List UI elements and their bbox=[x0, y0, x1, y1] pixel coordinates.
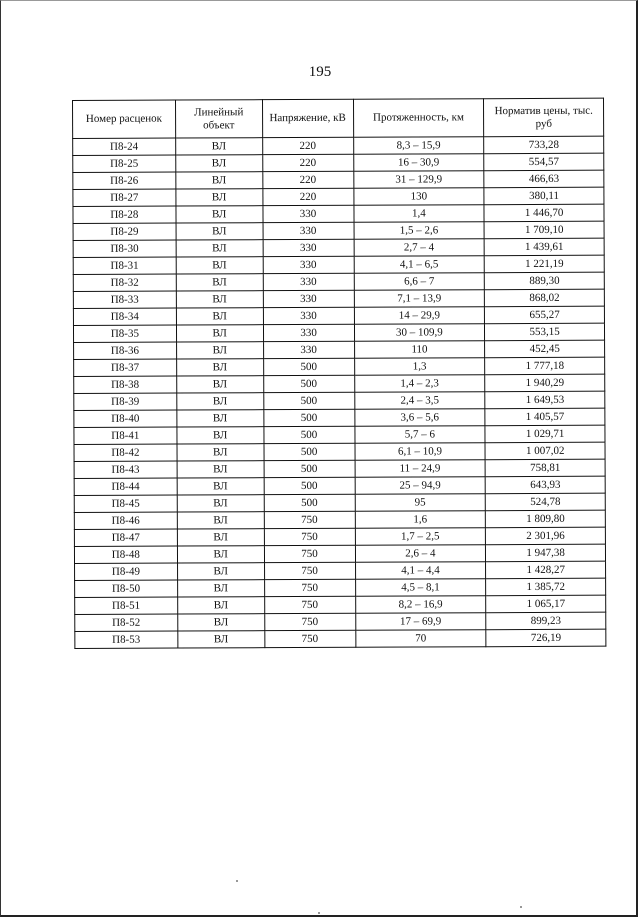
cell-line-object: ВЛ bbox=[177, 495, 264, 512]
cell-line-object: ВЛ bbox=[177, 444, 264, 461]
cell-rate-number: П8-30 bbox=[73, 240, 176, 257]
cell-price-norm: 1 221,19 bbox=[484, 255, 604, 273]
table-row bbox=[73, 204, 604, 223]
cell-voltage: 750 bbox=[264, 562, 355, 579]
cell-line-object: ВЛ bbox=[177, 563, 264, 580]
cell-price-norm: 1 649,53 bbox=[485, 391, 605, 409]
table-row bbox=[75, 578, 606, 597]
cell-price-norm: 554,57 bbox=[484, 153, 604, 171]
cell-voltage: 750 bbox=[264, 630, 355, 647]
cell-length: 11 – 24,9 bbox=[355, 460, 486, 478]
table-row bbox=[73, 255, 604, 274]
cell-rate-number: П8-31 bbox=[73, 257, 176, 274]
table-row bbox=[74, 391, 605, 410]
cell-rate-number: П8-33 bbox=[73, 291, 176, 308]
cell-rate-number: П8-45 bbox=[74, 495, 177, 512]
scan-speck bbox=[318, 912, 320, 914]
cell-price-norm: 726,19 bbox=[486, 629, 606, 647]
cell-line-object: ВЛ bbox=[177, 580, 264, 597]
cell-voltage: 500 bbox=[264, 443, 355, 460]
cell-line-object: ВЛ bbox=[176, 206, 263, 223]
cell-rate-number: П8-53 bbox=[75, 631, 178, 648]
cell-rate-number: П8-46 bbox=[74, 512, 177, 529]
cell-price-norm: 899,23 bbox=[486, 612, 606, 630]
table-row bbox=[74, 544, 605, 563]
scan-speck bbox=[236, 880, 238, 882]
cell-length: 2,6 – 4 bbox=[355, 545, 486, 563]
cell-line-object: ВЛ bbox=[176, 308, 263, 325]
cell-voltage: 220 bbox=[262, 171, 353, 188]
cell-line-object: ВЛ bbox=[177, 512, 264, 529]
table-body bbox=[73, 136, 606, 648]
cell-voltage: 220 bbox=[262, 137, 353, 154]
cell-price-norm: 758,81 bbox=[485, 459, 605, 477]
cell-line-object: ВЛ bbox=[178, 631, 265, 648]
cell-line-object: ВЛ bbox=[175, 138, 262, 155]
table-row bbox=[75, 595, 606, 614]
cell-rate-number: П8-28 bbox=[73, 206, 176, 223]
cell-rate-number: П8-39 bbox=[74, 393, 177, 410]
cell-line-object: ВЛ bbox=[177, 529, 264, 546]
cell-voltage: 500 bbox=[263, 375, 354, 392]
cell-length: 1,7 – 2,5 bbox=[355, 528, 486, 546]
cell-rate-number: П8-26 bbox=[73, 172, 176, 189]
cell-voltage: 750 bbox=[264, 528, 355, 545]
header-price-norm: Норматив цены, тыс. руб bbox=[484, 98, 604, 137]
cell-line-object: ВЛ bbox=[176, 291, 263, 308]
cell-length: 31 – 129,9 bbox=[353, 171, 484, 189]
cell-length: 5,7 – 6 bbox=[354, 426, 485, 444]
cell-length: 17 – 69,9 bbox=[355, 613, 486, 631]
cell-price-norm: 1 947,38 bbox=[486, 544, 606, 562]
header-rate-number: Номер расценок bbox=[73, 100, 176, 138]
cell-voltage: 500 bbox=[263, 392, 354, 409]
cell-voltage: 220 bbox=[262, 188, 353, 205]
cell-price-norm: 1 777,18 bbox=[485, 357, 605, 375]
cell-price-norm: 1 709,10 bbox=[484, 221, 604, 239]
cell-rate-number: П8-48 bbox=[74, 546, 177, 563]
table-row bbox=[74, 408, 605, 427]
cell-length: 1,3 bbox=[354, 358, 485, 376]
cell-rate-number: П8-36 bbox=[74, 342, 177, 359]
cell-length: 16 – 30,9 bbox=[353, 154, 484, 172]
cell-voltage: 330 bbox=[263, 307, 354, 324]
cell-length: 95 bbox=[355, 494, 486, 512]
table-row bbox=[74, 510, 605, 529]
header-voltage: Напряжение, кВ bbox=[262, 99, 353, 137]
cell-price-norm: 553,15 bbox=[485, 323, 605, 341]
cell-price-norm: 380,11 bbox=[484, 187, 604, 205]
cell-length: 8,3 – 15,9 bbox=[353, 137, 484, 155]
cell-length: 1,5 – 2,6 bbox=[354, 222, 485, 240]
cell-line-object: ВЛ bbox=[177, 461, 264, 478]
cell-line-object: ВЛ bbox=[176, 376, 263, 393]
cell-voltage: 750 bbox=[264, 596, 355, 613]
table-row bbox=[74, 442, 605, 461]
cell-price-norm: 655,27 bbox=[485, 306, 605, 324]
cell-rate-number: П8-40 bbox=[74, 410, 177, 427]
cell-rate-number: П8-42 bbox=[74, 444, 177, 461]
cell-price-norm: 2 301,96 bbox=[486, 527, 606, 545]
cell-line-object: ВЛ bbox=[177, 478, 264, 495]
cell-price-norm: 1 446,70 bbox=[484, 204, 604, 222]
cell-line-object: ВЛ bbox=[177, 427, 264, 444]
table-header-row bbox=[73, 98, 604, 138]
cell-rate-number: П8-43 bbox=[74, 461, 177, 478]
cell-line-object: ВЛ bbox=[176, 325, 263, 342]
cell-line-object: ВЛ bbox=[177, 614, 264, 631]
cell-line-object: ВЛ bbox=[176, 359, 263, 376]
cell-price-norm: 643,93 bbox=[485, 476, 605, 494]
cell-voltage: 330 bbox=[263, 324, 354, 341]
cell-price-norm: 1 065,17 bbox=[486, 595, 606, 613]
cell-line-object: ВЛ bbox=[177, 410, 264, 427]
cell-price-norm: 1 007,02 bbox=[485, 442, 605, 460]
cell-voltage: 500 bbox=[263, 358, 354, 375]
cell-line-object: ВЛ bbox=[176, 172, 263, 189]
cell-voltage: 500 bbox=[264, 477, 355, 494]
cell-voltage: 500 bbox=[264, 460, 355, 477]
cell-price-norm: 1 439,61 bbox=[484, 238, 604, 256]
cell-rate-number: П8-35 bbox=[73, 325, 176, 342]
cell-price-norm: 868,02 bbox=[485, 289, 605, 307]
cell-length: 110 bbox=[354, 341, 485, 359]
cell-voltage: 330 bbox=[263, 205, 354, 222]
table-row bbox=[74, 374, 605, 393]
cell-voltage: 750 bbox=[264, 613, 355, 630]
cell-line-object: ВЛ bbox=[176, 274, 263, 291]
table-row bbox=[73, 238, 604, 257]
cell-price-norm: 1 405,57 bbox=[485, 408, 605, 426]
cell-line-object: ВЛ bbox=[176, 223, 263, 240]
cell-price-norm: 452,45 bbox=[485, 340, 605, 358]
cell-length: 70 bbox=[355, 630, 486, 648]
cell-voltage: 330 bbox=[263, 341, 354, 358]
table-row bbox=[74, 527, 605, 546]
cell-line-object: ВЛ bbox=[176, 240, 263, 257]
cell-price-norm: 524,78 bbox=[486, 493, 606, 511]
cell-length: 2,4 – 3,5 bbox=[354, 392, 485, 410]
cell-voltage: 220 bbox=[262, 154, 353, 171]
cell-rate-number: П8-29 bbox=[73, 223, 176, 240]
cell-line-object: ВЛ bbox=[177, 597, 264, 614]
cell-line-object: ВЛ bbox=[177, 546, 264, 563]
cell-rate-number: П8-49 bbox=[75, 563, 178, 580]
cell-length: 8,2 – 16,9 bbox=[355, 596, 486, 614]
header-line-object: Линейный объект bbox=[175, 100, 262, 138]
cell-price-norm: 733,28 bbox=[484, 136, 604, 154]
table-row bbox=[74, 425, 605, 444]
table-row bbox=[74, 357, 605, 376]
cell-voltage: 330 bbox=[263, 273, 354, 290]
cell-rate-number: П8-32 bbox=[73, 274, 176, 291]
cell-voltage: 500 bbox=[263, 409, 354, 426]
cell-line-object: ВЛ bbox=[176, 342, 263, 359]
cell-length: 6,6 – 7 bbox=[354, 273, 485, 291]
cell-rate-number: П8-52 bbox=[75, 614, 178, 631]
cell-voltage: 330 bbox=[263, 256, 354, 273]
cell-rate-number: П8-47 bbox=[74, 529, 177, 546]
cell-voltage: 750 bbox=[264, 545, 355, 562]
cell-voltage: 750 bbox=[264, 511, 355, 528]
cell-rate-number: П8-27 bbox=[73, 189, 176, 206]
cell-length: 4,5 – 8,1 bbox=[355, 579, 486, 597]
cell-length: 130 bbox=[353, 188, 484, 206]
cell-price-norm: 466,63 bbox=[484, 170, 604, 188]
cell-rate-number: П8-25 bbox=[73, 155, 176, 172]
cell-price-norm: 1 428,27 bbox=[486, 561, 606, 579]
cell-length: 6,1 – 10,9 bbox=[355, 443, 486, 461]
cell-voltage: 500 bbox=[264, 426, 355, 443]
cell-price-norm: 889,30 bbox=[485, 272, 605, 290]
cell-length: 1,6 bbox=[355, 511, 486, 529]
cell-price-norm: 1 029,71 bbox=[485, 425, 605, 443]
cell-voltage: 330 bbox=[263, 239, 354, 256]
cell-price-norm: 1 940,29 bbox=[485, 374, 605, 392]
cell-rate-number: П8-24 bbox=[73, 138, 176, 155]
cell-rate-number: П8-37 bbox=[74, 359, 177, 376]
cell-length: 7,1 – 13,9 bbox=[354, 290, 485, 308]
cell-length: 14 – 29,9 bbox=[354, 307, 485, 325]
cell-length: 3,6 – 5,6 bbox=[354, 409, 485, 427]
cell-voltage: 330 bbox=[263, 222, 354, 239]
cell-length: 1,4 bbox=[353, 205, 484, 223]
table-row bbox=[75, 561, 606, 580]
table-row bbox=[73, 221, 604, 240]
cell-voltage: 330 bbox=[263, 290, 354, 307]
cell-length: 4,1 – 6,5 bbox=[354, 256, 485, 274]
cell-length: 4,1 – 4,4 bbox=[355, 562, 486, 580]
cell-line-object: ВЛ bbox=[175, 155, 262, 172]
cell-line-object: ВЛ bbox=[176, 189, 263, 206]
cell-price-norm: 1 385,72 bbox=[486, 578, 606, 596]
cell-price-norm: 1 809,80 bbox=[486, 510, 606, 528]
cell-rate-number: П8-34 bbox=[73, 308, 176, 325]
cell-rate-number: П8-44 bbox=[74, 478, 177, 495]
rates-table bbox=[72, 98, 606, 649]
cell-length: 2,7 – 4 bbox=[354, 239, 485, 257]
cell-voltage: 500 bbox=[264, 494, 355, 511]
cell-line-object: ВЛ bbox=[177, 393, 264, 410]
cell-rate-number: П8-51 bbox=[75, 597, 178, 614]
cell-rate-number: П8-50 bbox=[75, 580, 178, 597]
cell-line-object: ВЛ bbox=[176, 257, 263, 274]
cell-rate-number: П8-38 bbox=[74, 376, 177, 393]
header-length: Протяженность, км bbox=[353, 99, 484, 138]
cell-length: 25 – 94,9 bbox=[355, 477, 486, 495]
scan-speck bbox=[520, 906, 522, 908]
cell-voltage: 750 bbox=[264, 579, 355, 596]
page-number: 195 bbox=[308, 64, 332, 80]
cell-length: 30 – 109,9 bbox=[354, 324, 485, 342]
cell-length: 1,4 – 2,3 bbox=[354, 375, 485, 393]
table-row bbox=[75, 629, 606, 648]
cell-rate-number: П8-41 bbox=[74, 427, 177, 444]
